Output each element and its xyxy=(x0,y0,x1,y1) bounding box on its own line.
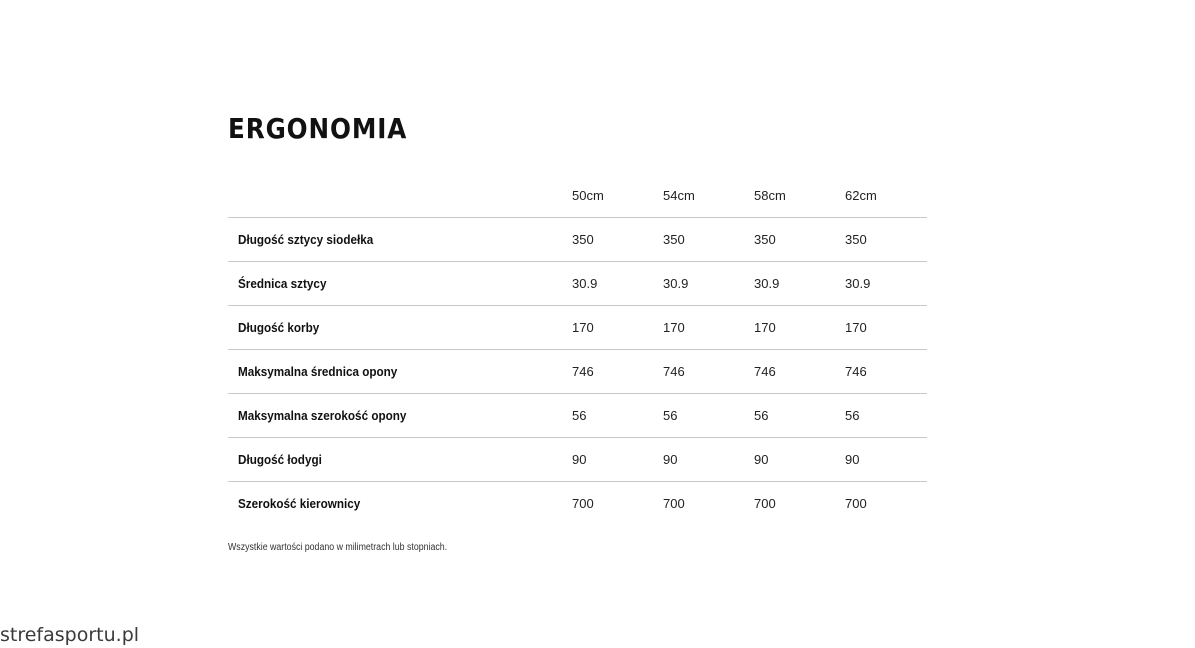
cell-value: 170 xyxy=(835,306,927,350)
cell-value: 746 xyxy=(835,350,927,394)
cell-value: 350 xyxy=(653,218,744,262)
cell-value: 746 xyxy=(562,350,653,394)
row-label xyxy=(228,438,562,482)
cell-value: 170 xyxy=(744,306,835,350)
row-label xyxy=(228,482,562,526)
row-label xyxy=(228,394,562,438)
cell-value: 30.9 xyxy=(835,262,927,306)
row-label xyxy=(228,306,562,350)
row-label-text: Długość łodygi xyxy=(238,452,322,467)
cell-value: 56 xyxy=(562,394,653,438)
cell-value: 170 xyxy=(653,306,744,350)
table-row xyxy=(228,394,927,438)
table-row xyxy=(228,306,927,350)
cell-value: 56 xyxy=(744,394,835,438)
row-label xyxy=(228,218,562,262)
units-footnote: Wszystkie wartości podano w milimetrach lub stopniach. xyxy=(228,542,448,553)
row-label-text: Maksymalna szerokość opony xyxy=(238,408,407,423)
table-row xyxy=(228,482,927,526)
row-label xyxy=(228,262,562,306)
cell-value: 30.9 xyxy=(653,262,744,306)
section-title: ERGONOMIA xyxy=(228,112,408,145)
cell-value: 350 xyxy=(562,218,653,262)
row-label-text: Szerokość kierownicy xyxy=(238,496,361,511)
row-label-text: Maksymalna średnica opony xyxy=(238,364,398,379)
table-row xyxy=(228,218,927,262)
ergonomics-table xyxy=(228,174,927,525)
row-label-text: Długość sztycy siodełka xyxy=(238,232,374,247)
size-header: 58cm xyxy=(744,174,835,218)
cell-value: 56 xyxy=(835,394,927,438)
cell-value: 90 xyxy=(562,438,653,482)
row-label-text: Długość korby xyxy=(238,320,320,335)
cell-value: 746 xyxy=(744,350,835,394)
cell-value: 170 xyxy=(562,306,653,350)
cell-value: 90 xyxy=(744,438,835,482)
cell-value: 90 xyxy=(653,438,744,482)
size-header: 50cm xyxy=(562,174,653,218)
watermark: strefasportu.pl xyxy=(0,624,140,646)
ergonomics-section xyxy=(228,112,927,553)
cell-value: 30.9 xyxy=(562,262,653,306)
cell-value: 700 xyxy=(754,496,776,511)
header-empty-cell xyxy=(228,174,562,218)
cell-value: 90 xyxy=(835,438,927,482)
size-header: 62cm xyxy=(835,174,927,218)
table-row xyxy=(228,262,927,306)
cell-value: 350 xyxy=(835,218,927,262)
table-row xyxy=(228,350,927,394)
table-header-row xyxy=(228,174,927,218)
cell-value: 350 xyxy=(744,218,835,262)
cell-value: 30.9 xyxy=(744,262,835,306)
cell-value: 700 xyxy=(663,496,685,511)
row-label xyxy=(228,350,562,394)
size-header: 54cm xyxy=(653,174,744,218)
row-label-text: Średnica sztycy xyxy=(238,276,327,291)
cell-value: 746 xyxy=(653,350,744,394)
cell-value: 700 xyxy=(845,496,867,511)
cell-value: 56 xyxy=(653,394,744,438)
cell-value: 700 xyxy=(572,496,594,511)
table-row xyxy=(228,438,927,482)
